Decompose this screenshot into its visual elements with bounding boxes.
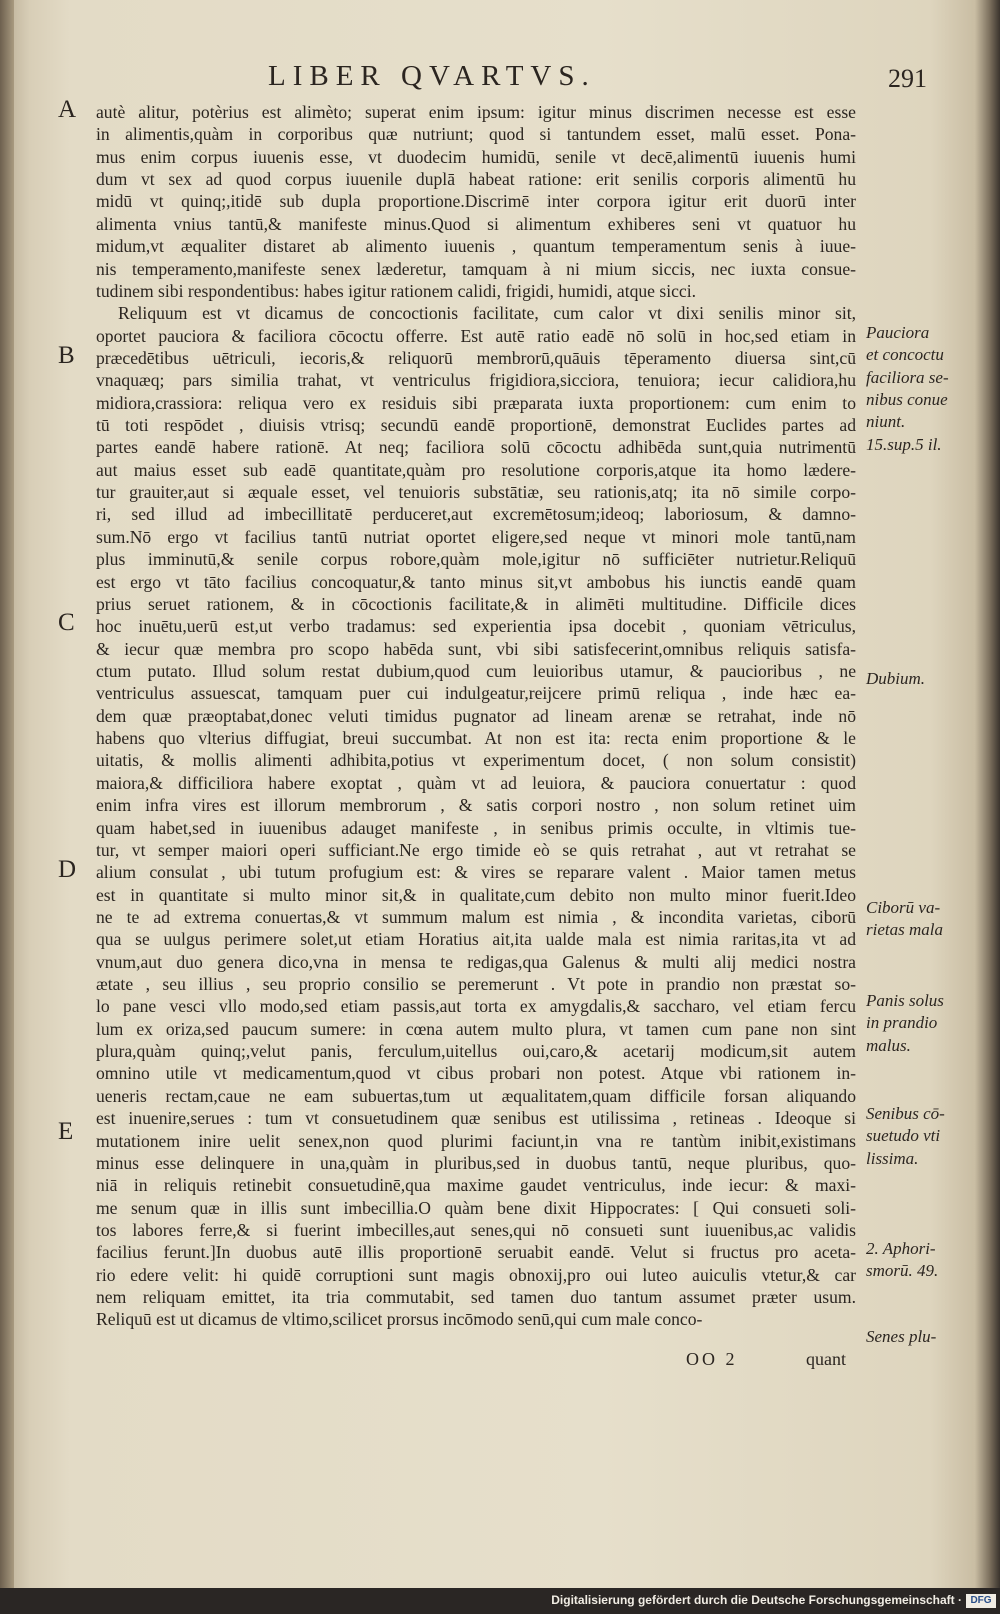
text-line: mus enim corpus iuuenis esse, vt duodecim humidū, senile vt decē,alimentū iuuenis humi [96, 146, 856, 167]
text-line: minus esse delinquere in una,quàm in pluribus,sed in duobus tantū, neque pluribus, quo- [96, 1152, 856, 1173]
body-text [96, 101, 856, 1331]
text-line: midum,vt æqualiter distaret ab alimento iuuenis , quantum temperamentum senis à iuue- [96, 236, 856, 257]
text-line: me senum quæ in illis sunt imbecillia.O quàm bene dixit Hippocrates: [ Qui consueti soli- [96, 1197, 856, 1218]
margin-note-line: Pauciora [866, 323, 930, 342]
text-line: alimenta vnius tantū,& manifeste minus.Quod si alimentum exhiberes seni vt quatuor hu [96, 213, 856, 234]
margin-note-line: rietas mala [866, 920, 943, 940]
text-line: qua se uulgus perimere solet,ut etiam Horatius ait,ita ualde mala est nimia raritas,ita vt ad [96, 929, 856, 950]
text-line: dum vt sex ad quod corpus iuuenile duplā habeat ratione: erit senilis corporis alimentū hu [96, 169, 856, 190]
text-line: maiora,& difficiliora habere exoptat , quàm vt ad leuiora, & pauciora conuertatur : quod [96, 772, 856, 793]
margin-note-line: 2. Aphori- [866, 1239, 936, 1258]
funding-bar [0, 1588, 1000, 1614]
margin-note-line: Senes plu- [866, 1327, 937, 1346]
text-line: midiora,crassiora: reliqua vero ex residuis sibi præparata iuxta proportionem: cum enim to [96, 392, 856, 413]
text-line: lo pane vesci vllo modo,sed etiam passis,aut torta ex amygdalis,& saccharo, vel etiam fercu [96, 996, 856, 1017]
text-line: Reliquum est vt dicamus de concoctionis facilitate, cum calor vt dixi senilis minor sit, [118, 303, 856, 324]
margin-note-aphorismorum [866, 1238, 978, 1283]
text-line: omnino utile vt medicamentum,quod vt cibus probari non potest. Atque vbi rationem in- [96, 1063, 856, 1084]
text-line: tū toti respōdet , diuisis vtrisq; secundū eandē proportionē, demonstrat Euclides partes ad [96, 415, 856, 436]
catchword: quant [806, 1349, 846, 1369]
text-line: facilius ferunt.]In duobus autē illis proportionē seruabit eandē. Velut si fructus pro aceta- [96, 1242, 856, 1263]
text-line: est inuenire,serues : tum vt consuetudinem quæ senibus est utilissima , retineas . Ideoque si [96, 1108, 856, 1129]
text-line: rio edere velit: hi quidē corruptioni sunt magis obnoxij,pro oui luteo auiculis vtetur,& car [96, 1264, 856, 1285]
text-line: ctum putato. Illud solum restat dubium,quod cum leuioribus utamur, & paucioribus , ne [96, 660, 856, 681]
text-line: vnaquæq; pars similia trahat, vt ventriculus frigidiora,sicciora, tenuiora; iecur calidiora,hu [96, 370, 856, 391]
text-line: tur, vt semper maiori operi sufficiant.Ne ergo timide eò se quis retrahat , aut vt retrahat se [96, 839, 856, 860]
text-line: ne te ad extrema conuertas,& vt summum malum est nimia , & incondita varietas, ciborū [96, 906, 856, 927]
text-line: tudinem sibi respondentibus: habes igitur rationem calidi, frigidi, humidi, atque sicci. [96, 280, 697, 301]
section-letter-e: E [58, 1118, 74, 1145]
margin-note-line: malus. [866, 1035, 911, 1055]
signature-mark: OO 2 [686, 1349, 738, 1369]
dfg-logo: DFG [966, 1594, 996, 1608]
text-line: autè alitur, potèrius est alimèto; superat enim ipsum: igitur minus discrimen necesse est esse [96, 102, 856, 122]
text-line: hoc inuētu,uerū est,ut verbo tradamus: sed experientia ipsa docebit , quoniam vētriculus, [96, 616, 856, 637]
margin-note-line: Dubium. [866, 669, 926, 688]
margin-note-dubium [866, 668, 978, 690]
text-line: alium consulat , ubi tutum profugium est: & vires se reparare valent . Maior tamen metus [96, 862, 856, 883]
margin-note-senes [866, 1326, 978, 1348]
text-line: partes eandē habere rationē. At neq; faciliora solū cōcoctu adhibēda sunt,quia nutrimentū [96, 437, 856, 458]
text-line: mutationem inire uelit senex,non quod plurimi faciunt,in vna re tantùm inibit,existimans [96, 1130, 856, 1151]
text-line: midū vt quinq;,itidē sub dupla proportione.Discrimē inter corpora igitur erit duorū inter [96, 191, 856, 212]
text-line: est ergo vt tāto facilius concoquatur,& tanto minus sit,vt ambobus his iunctis eandē quam [96, 571, 856, 592]
margin-note-line: nibus conue [866, 390, 948, 410]
margin-note-pauciora [866, 322, 978, 434]
text-line: vnum,aut duo genera dico,vna in mensa te redigas,qua Galenus & multi alij medici nostra [96, 951, 856, 972]
text-line: nis temperamento,manifeste senex læderetur, tamquam à ni mium siccis, nec iuxta consue- [96, 258, 856, 279]
text-line: oportet pauciora & faciliora cōcoctu offerre. Est autē ratio eadē nō solū in hoc,sed etiam in [96, 325, 856, 346]
margin-note-line: Ciborū va- [866, 898, 941, 917]
margin-note-line: Panis solus [866, 991, 944, 1010]
margin-note-line: faciliora se- [866, 367, 949, 387]
text-line: dem quæ præoptabat,donec veluti timidus pugnator ad lineam arenæ se retrahat, inde nō [96, 705, 856, 726]
text-line: plus imminutū,& senile corpus robore,quàm mole,igitur nō sufficiēter nutrietur.Reliquū [96, 549, 856, 570]
text-line: ventriculus assuescat, tamquam puer cui indulgeatur,reijcere primū reliqua , inde hæc ea- [96, 683, 856, 704]
text-line: ueneris rectam,caue ne eam subuertas,tum ut æqualitatem,quam difficile forsan aliquando [96, 1085, 856, 1106]
margin-note-line: lissima. [866, 1148, 919, 1168]
running-head: LIBER QVARTVS. [268, 60, 596, 92]
text-line: habens quo vlterius diffugiat, breui succumbat. At non est ita: recta enim proportione & le [96, 728, 856, 749]
section-letter-c: C [58, 609, 75, 636]
text-line: & iecur quæ membra pro scopo habēda sunt, vbi sibi satisfecerint,omnibus reliquis satisfa- [96, 638, 856, 659]
funding-text: Digitalisierung gefördert durch die Deutsche Forschungsgemeinschaft · [551, 1593, 962, 1607]
text-line: prius seruet rationem, & in cōcoctionis facilitate,& in alimēti multitudine. Difficile dices [96, 593, 856, 614]
margin-note-line: niunt. [866, 412, 906, 432]
text-line: enim infra vires est illorum membrorum , & satis corpori nostro , non solum retinet uim [96, 795, 856, 816]
page-gutter-edge [0, 0, 14, 1588]
text-line: sum.Nō ergo vt facilius tantū nutriat oportet eligere,sed neque vt minori mole tantū,nam [96, 526, 856, 547]
text-line: quam habet,sed in iuuenibus adauget manifeste , in senibus primis occulte, in vltimis tue- [96, 817, 856, 838]
text-line: niā in reliquis retinebit consuetudinē,qua maxime gaudet ventriculus, inde iecur: & maxi- [96, 1175, 856, 1196]
margin-note-panis-solus [866, 990, 978, 1057]
text-line: præcedētibus uētriculi, iecoris,& reliquorū membrorū,quāuis tēperamento diuersa sint,cū [96, 347, 856, 368]
margin-note-consuetudo [866, 1103, 978, 1170]
text-line: ætate , seu illius , seu proprio consilio se peremerunt . Vt pote in prandio non præstat so- [96, 974, 856, 995]
text-line: aut maius esset sub eadē quantitate,quàm pro resolutione corporis,atque ita homo lædere- [96, 459, 856, 480]
margin-note-line: et concoctu [866, 345, 944, 365]
text-line: lum ex oriza,sed paucum sumere: in cœna autem multo plura, vt tamen cum pane non sint [96, 1018, 856, 1039]
text-line: tur grauiter,aut si æquale esset, vel tenuioris substātiæ, seu rationis,atq; ita nō simile corpo- [96, 482, 856, 503]
text-line: in alimentis,quàm in corporibus quæ nutriunt; quod si tantundem esset, malū esset. Pona- [96, 124, 856, 145]
text-line: nem reliquam emittet, ita tria commutabit, sed tamen duo tantum assumet præter usum. [96, 1287, 856, 1308]
margin-note-line: Senibus cō- [866, 1104, 945, 1123]
text-line: plura,quàm quinq;,velut panis, ferculum,uitellus oui,caro,& acetarij modicum,sit autem [96, 1041, 856, 1062]
page-number: 291 [888, 64, 927, 93]
text-line: uitatis, & mollis alimenti adhibita,potius vt experimentum docet, ( non solum consistit) [96, 750, 856, 771]
margin-note-euclid-reference [866, 434, 978, 456]
margin-note-line: suetudo vti [866, 1126, 941, 1146]
text-line: Reliquū est ut dicamus de vltimo,scilicet prorsus incōmodo senū,qui cum male conco- [96, 1309, 703, 1330]
margin-note-line: 15.sup.5 il. [866, 435, 942, 454]
text-line: est in quantitate si multo minor sit,& in qualitate,cum debito non multo minor fuerit.Ideo [96, 884, 856, 905]
margin-note-ciborum-varietas [866, 897, 978, 942]
text-line: tos labores ferre,& si fuerint imbecilles,aut senes,qui nō consueti sunt iuuenibus,ac validis [96, 1219, 856, 1240]
margin-note-line: in prandio [866, 1013, 938, 1033]
text-line: ri, sed illud ad imbecillitatē perduceret,aut excremētosum;ideoq; laboriosum, & damno- [96, 504, 856, 525]
section-letter-d: D [58, 856, 77, 883]
margin-note-line: smorū. 49. [866, 1261, 939, 1281]
section-letter-b: B [58, 342, 75, 369]
section-letter-a: A [58, 96, 77, 123]
